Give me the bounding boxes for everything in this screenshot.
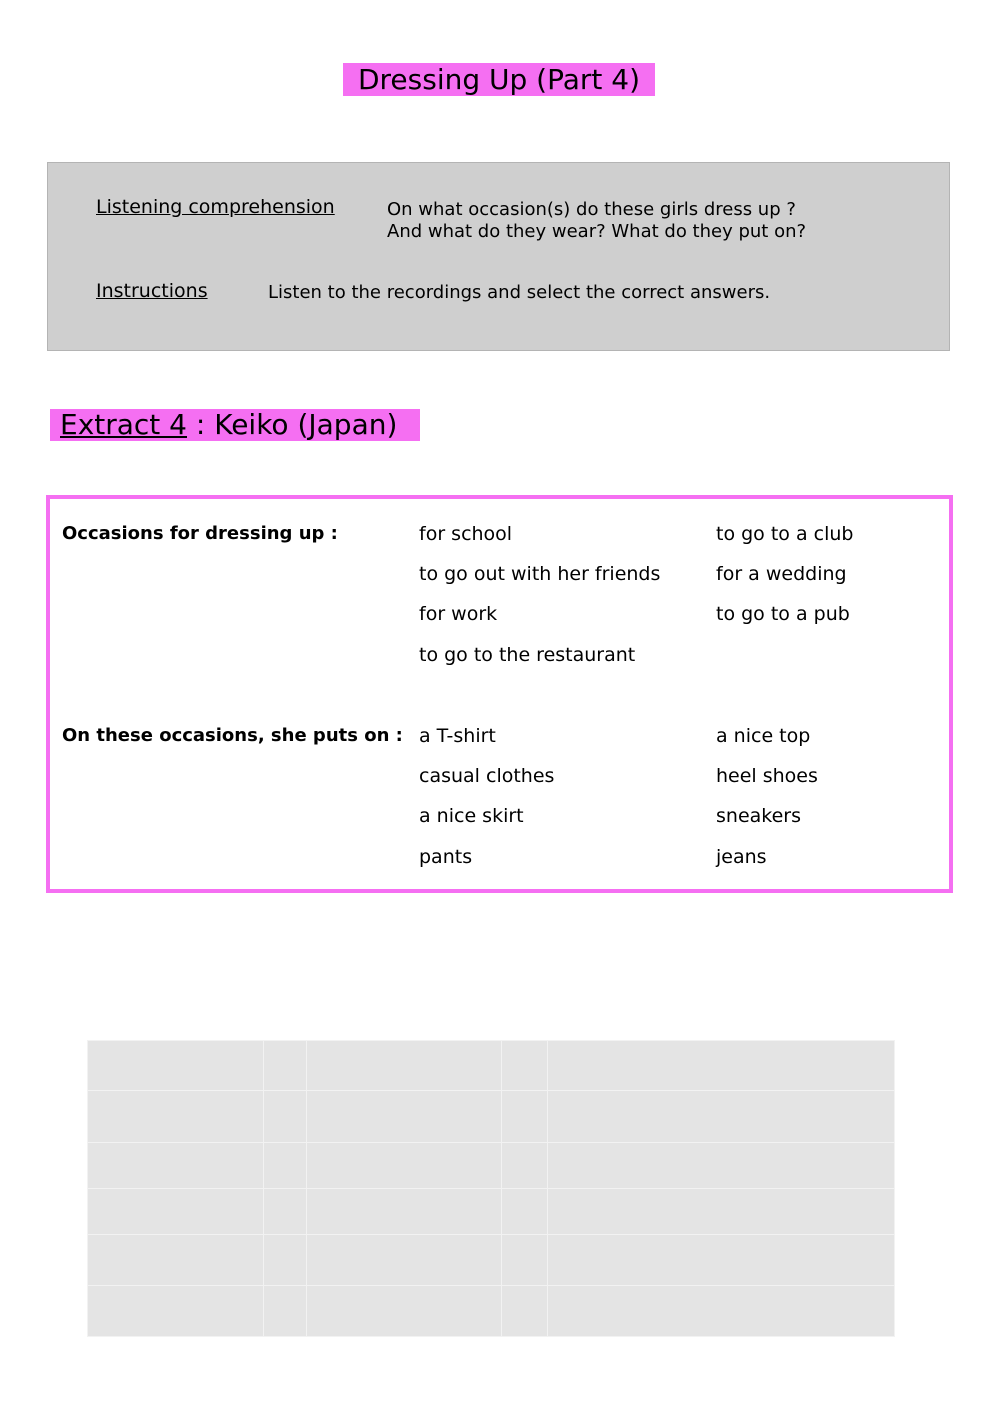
table-row: [88, 1041, 895, 1091]
clothing-option[interactable]: a nice skirt: [419, 805, 524, 827]
table-cell: [264, 1143, 307, 1189]
clothing-option[interactable]: heel shoes: [716, 765, 818, 787]
table-row: [88, 1286, 895, 1337]
occasion-option[interactable]: for school: [419, 523, 513, 545]
occasions-label: Occasions for dressing up :: [62, 523, 338, 544]
clothes-label: On these occasions, she puts on :: [62, 725, 403, 746]
table-cell: [264, 1286, 307, 1337]
occasion-option[interactable]: for a wedding: [716, 563, 847, 585]
table-cell: [502, 1041, 548, 1091]
table-cell: [264, 1041, 307, 1091]
occasion-option[interactable]: to go to a pub: [716, 603, 850, 625]
listening-question-line-2: And what do they wear? What do they put on?: [387, 221, 807, 242]
table-cell: [307, 1091, 502, 1143]
occasion-option[interactable]: to go to the restaurant: [419, 644, 636, 666]
clothing-option[interactable]: casual clothes: [419, 765, 555, 787]
table-cell: [307, 1143, 502, 1189]
listening-question-line-1: On what occasion(s) do these girls dress up ?: [387, 199, 796, 220]
table-cell: [502, 1235, 548, 1286]
table-cell: [88, 1041, 264, 1091]
table-cell: [548, 1143, 895, 1189]
table-cell: [307, 1235, 502, 1286]
table-cell: [502, 1286, 548, 1337]
table-cell: [548, 1091, 895, 1143]
occasion-option[interactable]: for work: [419, 603, 498, 625]
table-cell: [88, 1286, 264, 1337]
table-cell: [88, 1143, 264, 1189]
table-cell: [307, 1286, 502, 1337]
clothing-option[interactable]: jeans: [716, 846, 767, 868]
table-cell: [307, 1041, 502, 1091]
occasion-option[interactable]: to go out with her friends: [419, 563, 661, 585]
table-cell: [548, 1189, 895, 1235]
table-cell: [502, 1143, 548, 1189]
clothing-option[interactable]: sneakers: [716, 805, 801, 827]
table-row: [88, 1143, 895, 1189]
table-cell: [264, 1235, 307, 1286]
extract-heading: [50, 409, 420, 441]
table-cell: [502, 1189, 548, 1235]
instructions-label: Instructions: [96, 280, 208, 302]
page-title: Dressing Up (Part 4): [343, 63, 655, 96]
table-row: [88, 1189, 895, 1235]
clothing-option[interactable]: a nice top: [716, 725, 811, 747]
table-cell: [548, 1286, 895, 1337]
table-row: [88, 1091, 895, 1143]
table-cell: [502, 1091, 548, 1143]
listening-comprehension-label: Listening comprehension: [96, 196, 335, 218]
instructions-text: Listen to the recordings and select the correct answers.: [268, 282, 771, 303]
table-cell: [307, 1189, 502, 1235]
table-row: [88, 1235, 895, 1286]
empty-table: [87, 1040, 895, 1337]
table-cell: [88, 1091, 264, 1143]
clothing-option[interactable]: pants: [419, 846, 473, 868]
table-cell: [548, 1235, 895, 1286]
info-panel: [47, 162, 950, 351]
occasion-option[interactable]: to go to a club: [716, 523, 854, 545]
extract-label: Extract 4: [60, 408, 187, 441]
answer-box: [46, 495, 953, 893]
table-cell: [264, 1189, 307, 1235]
table-cell: [88, 1235, 264, 1286]
extract-suffix: : Keiko (Japan): [195, 408, 398, 441]
clothing-option[interactable]: a T-shirt: [419, 725, 496, 747]
table-cell: [548, 1041, 895, 1091]
table-cell: [88, 1189, 264, 1235]
table-cell: [264, 1091, 307, 1143]
